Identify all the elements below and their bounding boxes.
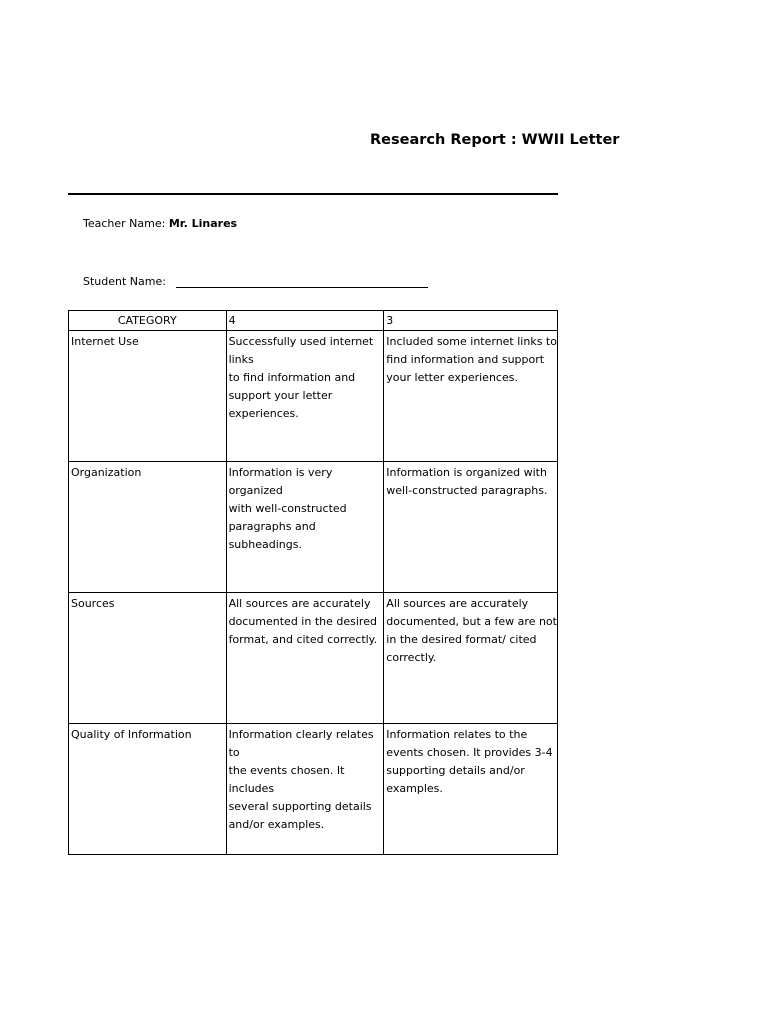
cell-line: well-constructed paragraphs.: [386, 484, 548, 497]
row-score-3: [384, 724, 558, 855]
teacher-name: Mr. Linares: [168, 217, 238, 230]
cell-line: documented in the desired: [228, 615, 377, 628]
cell-line: supporting details and/or: [386, 764, 525, 777]
row-category: Quality of Information: [69, 724, 227, 855]
row-score-3: [384, 331, 558, 462]
cell-line: in the desired format/ cited: [386, 633, 537, 646]
report-title: Research Report : WWII Letter: [370, 132, 620, 148]
row-score-3: [384, 462, 558, 593]
cell-line: paragraphs and subheadings.: [228, 520, 316, 551]
cell-line: Information clearly relates to: [228, 728, 374, 759]
teacher-label: Teacher Name:: [83, 217, 166, 230]
teacher-line: [83, 217, 237, 230]
cell-line: examples.: [386, 782, 443, 795]
cell-line: All sources are accurately: [386, 597, 529, 610]
student-name-blank: [176, 287, 428, 288]
cell-line: find information and support: [386, 353, 545, 366]
row-category: Internet Use: [69, 331, 227, 462]
cell-line: Successfully used internet links: [228, 335, 374, 366]
cell-line: to find information and: [228, 371, 356, 384]
row-category: Organization: [69, 462, 227, 593]
row-score-3: [384, 593, 558, 724]
header-score-3: 3: [384, 311, 558, 331]
cell-line: format, and cited correctly.: [228, 633, 378, 646]
cell-line: with well-constructed: [228, 502, 347, 515]
header-category: CATEGORY: [69, 311, 227, 331]
rubric-header-row: [69, 311, 558, 331]
table-row: [69, 462, 558, 593]
cell-line: your letter experiences.: [386, 371, 518, 384]
row-score-4: [226, 593, 384, 724]
row-category: Sources: [69, 593, 227, 724]
title-divider: [68, 193, 558, 195]
row-score-4: [226, 724, 384, 855]
cell-line: support your letter: [228, 389, 333, 402]
row-score-4: [226, 331, 384, 462]
row-score-4: [226, 462, 384, 593]
cell-line: and/or examples.: [228, 818, 325, 831]
cell-line: several supporting details: [228, 800, 372, 813]
cell-line: All sources are accurately: [228, 597, 371, 610]
cell-line: Information is very organized: [228, 466, 333, 497]
cell-line: documented, but a few are not: [386, 615, 557, 628]
header-score-4: 4: [226, 311, 384, 331]
table-row: [69, 724, 558, 855]
cell-line: Information is organized with: [386, 466, 547, 479]
student-label: Student Name:: [83, 275, 166, 288]
cell-line: Included some internet links to: [386, 335, 557, 348]
cell-line: events chosen. It provides 3-4: [386, 746, 553, 759]
cell-line: the events chosen. It includes: [228, 764, 345, 795]
cell-line: correctly.: [386, 651, 437, 664]
cell-line: experiences.: [228, 407, 299, 420]
table-row: [69, 331, 558, 462]
cell-line: Information relates to the: [386, 728, 528, 741]
rubric-table: [68, 310, 558, 855]
table-row: [69, 593, 558, 724]
